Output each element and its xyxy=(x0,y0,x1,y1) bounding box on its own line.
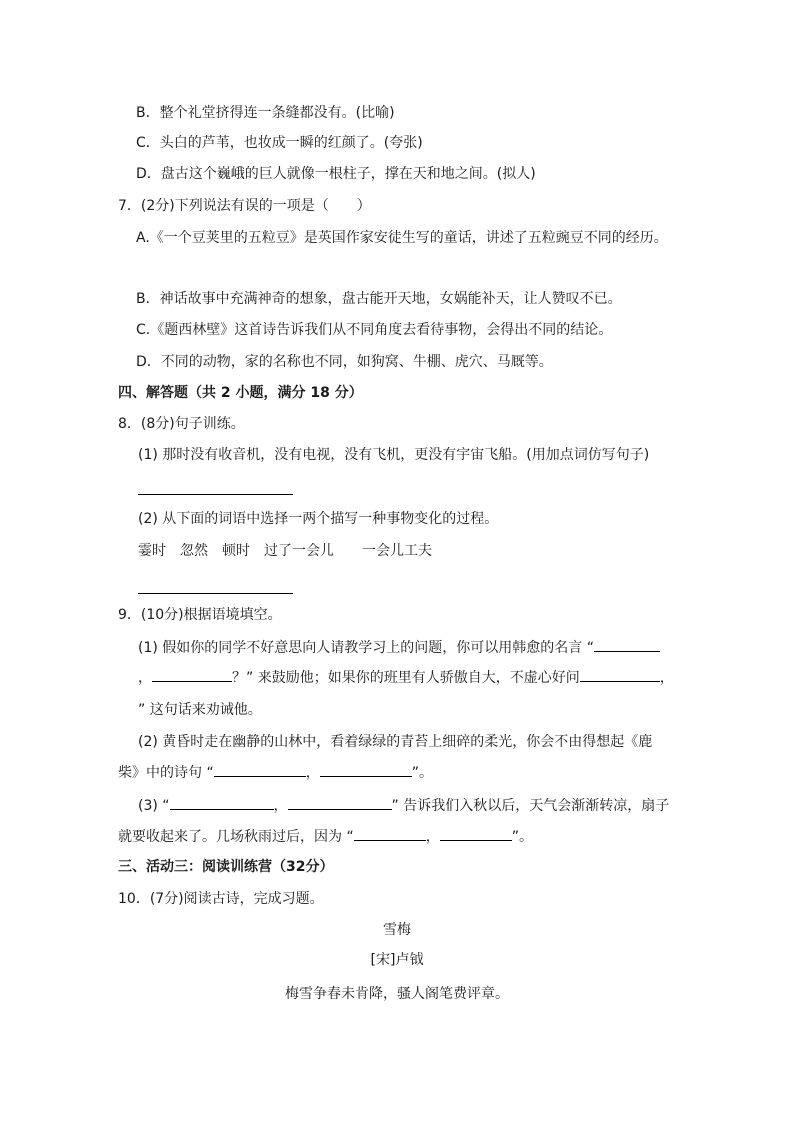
q9-s1-mid: ？” 来鼓励他；如果你的班里有人骄傲自大，不虚心好问 xyxy=(232,670,580,686)
q8-sub2: (2) 从下面的词语中选择一两个描写一种事物变化的过程。 xyxy=(138,511,499,527)
q10-stem: 10．(7分)阅读古诗，完成习题。 xyxy=(118,891,324,907)
q9-s3-line1 xyxy=(138,795,669,816)
q9-s2-line1: (2) 黄昏时走在幽静的山林中，看着绿绿的青苔上细碎的柔光，你会不由得想起《鹿 xyxy=(138,734,653,750)
fill-blank[interactable] xyxy=(580,667,660,682)
q9-stem: 9．(10分)根据语境填空。 xyxy=(118,607,282,623)
q9-s3-line2 xyxy=(118,826,533,847)
q8-sub1: (1) 那时没有收音机，没有电视，没有飞机，更没有宇宙飞船。(用加点词仿写句子) xyxy=(138,447,650,463)
q9-s1-comma: ， xyxy=(138,670,152,686)
fill-blank[interactable] xyxy=(354,826,426,841)
fill-blank[interactable] xyxy=(214,762,306,777)
fill-blank[interactable] xyxy=(170,795,274,810)
fill-blank[interactable] xyxy=(594,637,660,652)
fill-blank[interactable] xyxy=(288,795,392,810)
option-b: B．整个礼堂挤得连一条缝都没有。(比喻) xyxy=(136,105,395,121)
poem-author: [宋]卢钺 xyxy=(370,952,424,968)
poem-title: 雪梅 xyxy=(383,922,411,938)
q9-s1-end: ， xyxy=(659,670,674,686)
fill-blank[interactable] xyxy=(440,826,512,841)
q9-s1-text: (1) 假如你的同学不好意思向人请教学习上的问题，你可以用韩愈的名言 “ xyxy=(138,640,594,656)
q9-s2-line2 xyxy=(118,762,433,783)
q9-s1-line2 xyxy=(138,667,674,688)
fill-blank[interactable] xyxy=(152,667,232,682)
q7-option-c: C.《题西林壁》这首诗告诉我们从不同角度去看待事物，会得出不同的结论。 xyxy=(136,322,613,338)
q8-stem: 8．(8分)句子训练。 xyxy=(118,416,245,432)
section-4-title: 四、解答题（共 2 小题，满分 18 分） xyxy=(118,385,363,401)
answer-line[interactable] xyxy=(138,593,293,594)
q9-s3-text2: 就要收起来了。几场秋雨过后，因为 “ xyxy=(118,829,354,845)
q9-s3-comma2: ， xyxy=(425,829,440,845)
q9-s2-text: 柴》中的诗句 “ xyxy=(118,765,214,781)
q9-s3-comma: ， xyxy=(273,798,288,814)
q9-s3-end: ”。 xyxy=(511,829,533,845)
q7-option-b: B．神话故事中充满神奇的想象，盘古能开天地，女娲能补天，让人赞叹不已。 xyxy=(136,291,622,307)
q8-word-bank: 霎时 忽然 顿时 过了一会儿 一会儿工夫 xyxy=(138,543,432,559)
q9-s3-open: (3) “ xyxy=(138,798,170,814)
q7-option-d: D．不同的动物，家的名称也不同，如狗窝、牛棚、虎穴、马厩等。 xyxy=(136,354,553,370)
q9-s3-text: ” 告诉我们入秋以后，天气会渐渐转凉，扇子 xyxy=(391,798,670,814)
q7-stem: 7．(2分)下列说法有误的一项是（ ） xyxy=(118,198,371,214)
q7-option-a: A.《一个豆荚里的五粒豆》是英国作家安徒生写的童话，讲述了五粒豌豆不同的经历。 xyxy=(136,230,668,246)
fill-blank[interactable] xyxy=(320,762,412,777)
q9-s2-end: ”。 xyxy=(411,765,433,781)
q9-s1-line1 xyxy=(138,637,660,658)
q9-s1-line3: ” 这句话来劝诫他。 xyxy=(138,702,262,718)
option-c: C．头白的芦苇，也妆成一瞬的红颜了。(夸张) xyxy=(136,135,423,151)
poem-line: 梅雪争春未肯降，骚人阁笔费评章。 xyxy=(285,986,509,1002)
answer-line[interactable] xyxy=(138,494,293,495)
option-d: D．盘古这个巍峨的巨人就像一根柱子，撑在天和地之间。(拟人) xyxy=(136,166,536,182)
q9-s2-comma: ， xyxy=(305,765,320,781)
section-3-title: 三、活动三：阅读训练营（32分） xyxy=(118,859,334,875)
